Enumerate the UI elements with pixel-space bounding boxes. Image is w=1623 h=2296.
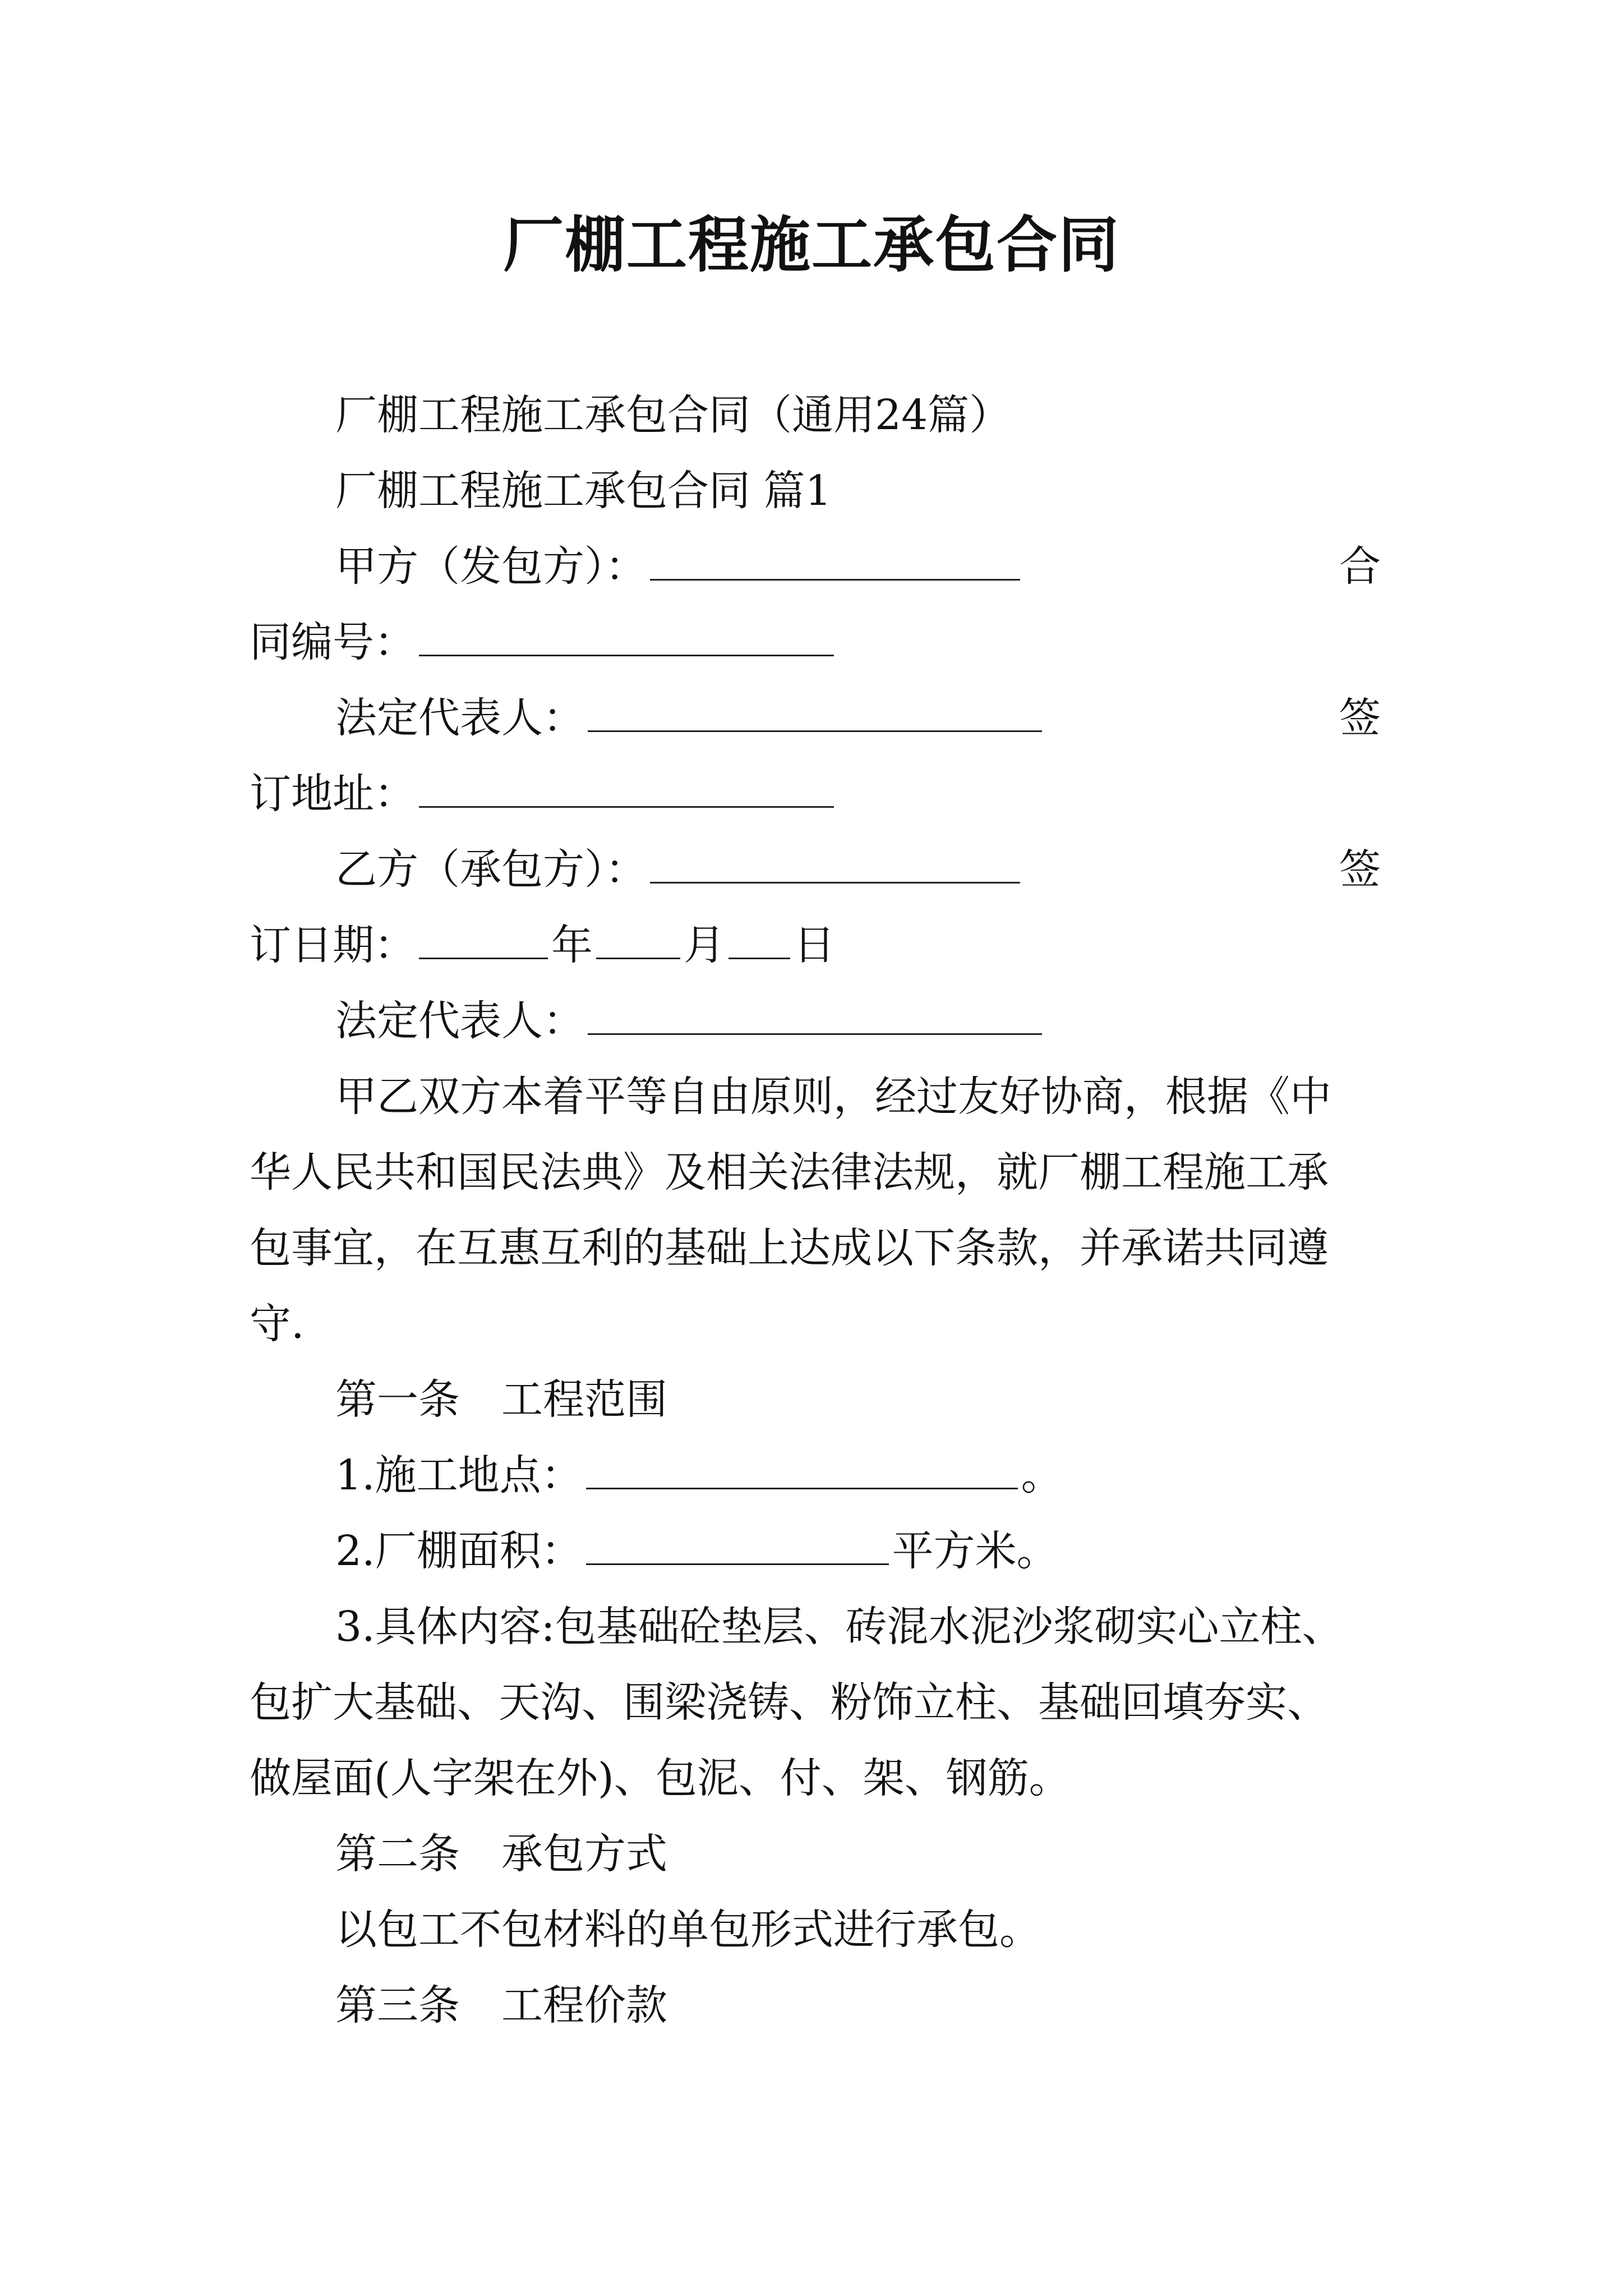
sign-addr-row: [250, 766, 837, 822]
legal-rep-a-label: 法定代表人：: [335, 694, 584, 742]
year-label: 年: [551, 921, 593, 969]
item3-line: 包扩大基础、天沟、围梁浇铸、粉饰立柱、基础回填夯实、: [250, 1678, 1329, 1727]
article1-heading: 第一条 工程范围: [335, 1375, 667, 1424]
contract-no-row: [250, 614, 837, 670]
legal-rep-b-blank[interactable]: [588, 999, 1042, 1035]
sign-date-first-char: 签: [1339, 845, 1381, 894]
item2-unit: 平方米。: [892, 1527, 1058, 1575]
party-b-label: 乙方（承包方）：: [335, 845, 647, 894]
party-b-blank[interactable]: [650, 847, 1020, 884]
item1-label: 1.施工地点：: [335, 1451, 583, 1499]
sign-addr-blank[interactable]: [419, 771, 834, 808]
legal-rep-a-blank[interactable]: [588, 696, 1042, 732]
legal-rep-a-row: [335, 690, 1045, 746]
year-blank[interactable]: [419, 923, 548, 959]
intro-line: 甲乙双方本着平等自由原则，经过友好协商，根据《中: [335, 1073, 1331, 1121]
item1-row: [335, 1447, 1063, 1503]
document-title: 厂棚工程施工承包合同: [502, 210, 1120, 280]
item2-blank[interactable]: [586, 1529, 889, 1565]
part-heading: 厂棚工程施工承包合同 篇1: [335, 467, 832, 515]
legal-rep-b-label: 法定代表人：: [335, 997, 584, 1045]
day-label: 日: [794, 921, 835, 969]
intro-line: 包事宜，在互惠互利的基础上达成以下条款，并承诺共同遵: [250, 1224, 1329, 1272]
item1-blank[interactable]: [586, 1453, 1018, 1489]
article3-heading: 第三条 工程价款: [335, 1981, 667, 2030]
item3-line: 3.具体内容:包基础砼垫层、砖混水泥沙浆砌实心立柱、: [335, 1603, 1344, 1651]
month-blank[interactable]: [596, 923, 680, 959]
party-a-row: [335, 539, 1023, 595]
intro-line: 守.: [250, 1300, 305, 1348]
party-b-row: [335, 841, 1023, 898]
month-label: 月: [684, 921, 725, 969]
article2-body: 以包工不包材料的单包形式进行承包。: [335, 1906, 1041, 1954]
contract-no-first-char: 合: [1339, 542, 1381, 591]
sign-date-label: 订日期：: [250, 921, 416, 969]
contract-no-blank[interactable]: [419, 620, 834, 656]
sign-addr-first-char: 签: [1339, 694, 1381, 742]
legal-rep-b-row: [335, 993, 1045, 1049]
party-a-label: 甲方（发包方）：: [335, 542, 647, 591]
party-a-blank[interactable]: [650, 544, 1020, 581]
item2-label: 2.厂棚面积：: [335, 1527, 583, 1575]
sign-addr-label: 订地址：: [250, 770, 416, 818]
article2-heading: 第二条 承包方式: [335, 1830, 667, 1878]
item1-end: 。: [1021, 1451, 1063, 1499]
item3-line: 做屋面(人字架在外)、包泥、付、架、钢筋。: [250, 1754, 1071, 1802]
document-subtitle: 厂棚工程施工承包合同（通用24篇）: [335, 391, 1011, 439]
intro-line: 华人民共和国民法典》及相关法律法规，就厂棚工程施工承: [250, 1148, 1329, 1197]
sign-date-row: [250, 917, 835, 973]
item2-row: [335, 1523, 1058, 1579]
contract-no-label: 同编号：: [250, 618, 416, 666]
day-blank[interactable]: [728, 923, 790, 959]
